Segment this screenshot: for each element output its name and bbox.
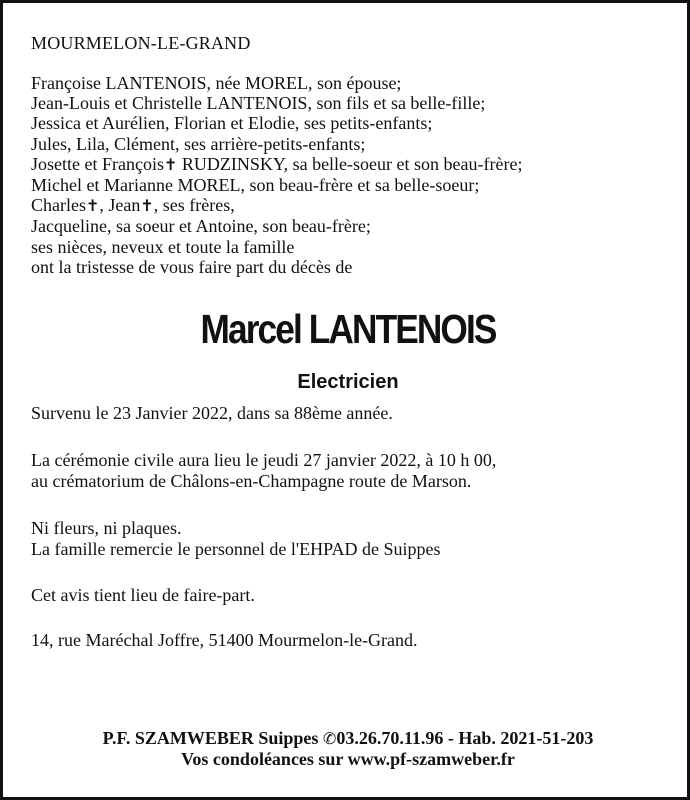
phone-icon: ✆ <box>322 729 337 748</box>
deceased-name: Marcel LANTENOIS <box>200 306 496 352</box>
company-name: P.F. SZAMWEBER Suippes <box>102 728 323 748</box>
death-info: Survenu le 23 Janvier 2022, dans sa 88ème année. <box>31 403 393 423</box>
ceremony-line: au crématorium de Châlons-en-Champagne route de Marson. <box>31 471 472 491</box>
family-line-text: , Jean <box>99 195 141 216</box>
family-line-text: Josette et François <box>31 153 164 174</box>
flowers-line: La famille remercie le personnel de l'EHPAD de Suippes <box>31 539 441 559</box>
phone-number: 03.26.70.11.96 - Hab. 2021-51-203 <box>336 728 594 748</box>
flowers-info <box>31 518 440 560</box>
family-line: ont la tristesse de vous faire part du décès de <box>31 256 353 277</box>
family-line: Françoise LANTENOIS, née MOREL, son épouse; <box>31 73 402 93</box>
family-line: Jean-Louis et Christelle LANTENOIS, son fils et sa belle-fille; <box>31 93 486 114</box>
family-line: Jules, Lila, Clément, ses arrière-petits-enfants; <box>31 133 366 154</box>
family-line-text: RUDZINSKY, sa belle-soeur et son beau-frère; <box>177 153 523 174</box>
cross-icon: ✝ <box>85 196 100 216</box>
family-line: Jacqueline, sa soeur et Antoine, son beau-frère; <box>31 216 371 237</box>
ceremony-info <box>31 450 496 492</box>
family-line: ses nièces, neveux et toute la famille <box>31 236 295 257</box>
town-heading: MOURMELON-LE-GRAND <box>31 33 251 53</box>
family-line: Jessica et Aurélien, Florian et Elodie, ses petits-enfants; <box>31 113 433 134</box>
family-list <box>31 73 522 277</box>
address: 14, rue Maréchal Joffre, 51400 Mourmelon-le-Grand. <box>31 630 418 650</box>
notice-note: Cet avis tient lieu de faire-part. <box>31 585 255 605</box>
cross-icon: ✝ <box>163 154 178 174</box>
profession: Electricien <box>297 371 399 393</box>
cross-icon: ✝ <box>140 196 154 216</box>
family-line <box>31 195 522 216</box>
family-line-text: , ses frères, <box>153 195 235 216</box>
family-line: Michel et Marianne MOREL, son beau-frère et sa belle-soeur; <box>31 175 480 196</box>
condolences-line: Vos condoléances sur www.pf-szamweber.fr <box>181 749 515 769</box>
flowers-line: Ni fleurs, ni plaques. <box>31 518 182 538</box>
footer-company-line <box>3 728 690 749</box>
family-line-text: Charles <box>31 195 86 216</box>
ceremony-line: La cérémonie civile aura lieu le jeudi 27 janvier 2022, à 10 h 00, <box>31 450 497 470</box>
funeral-home-footer <box>3 728 690 770</box>
family-line <box>31 154 522 175</box>
